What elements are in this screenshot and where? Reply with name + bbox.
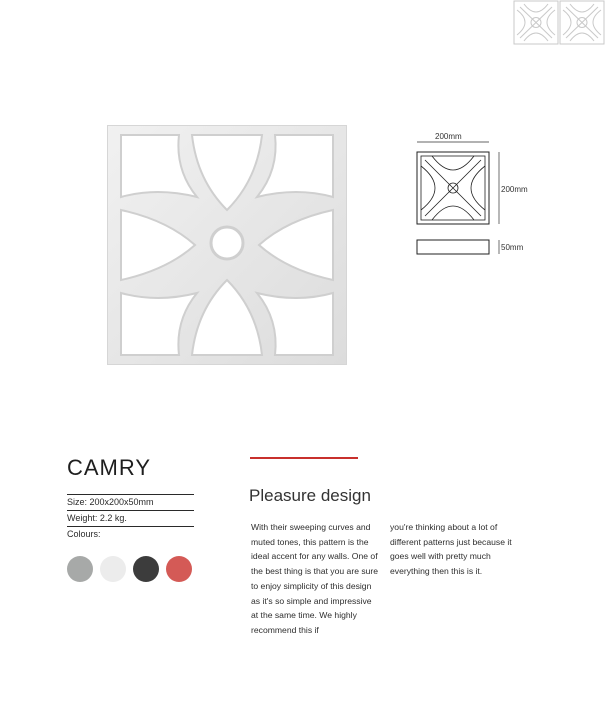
colour-swatch-red: [166, 556, 192, 582]
spec-weight: Weight: 2.2 kg.: [67, 510, 194, 526]
spec-colours-label: Colours:: [67, 526, 194, 542]
height-dimension-label: 200mm: [501, 185, 528, 194]
description-column-1: With their sweeping curves and muted tones, this pattern is the ideal accent for any walls. One of the best thing is that you are sure to enjoy simplicity of this design as it's so simple and impressive at the same time. We highly recommend this if: [251, 522, 379, 635]
technical-drawing: [412, 132, 552, 260]
depth-dimension-label: 50mm: [501, 243, 524, 252]
description-heading: Pleasure design: [249, 486, 371, 505]
colour-swatch-charcoal: [133, 556, 159, 582]
colour-swatches: [67, 556, 192, 582]
product-name: CAMRY: [67, 455, 152, 480]
spec-size: Size: 200x200x50mm: [67, 494, 194, 510]
colour-swatch-white: [100, 556, 126, 582]
colour-swatch-grey: [67, 556, 93, 582]
product-photo: [107, 125, 347, 365]
accent-rule: [250, 457, 358, 459]
brand-logo: [512, 0, 606, 46]
spec-list: [67, 494, 194, 542]
width-dimension-label: 200mm: [435, 132, 462, 141]
description-column-2: you're thinking about a lot of different patterns just because it goes well with pretty much everything then this is it.: [390, 522, 512, 577]
